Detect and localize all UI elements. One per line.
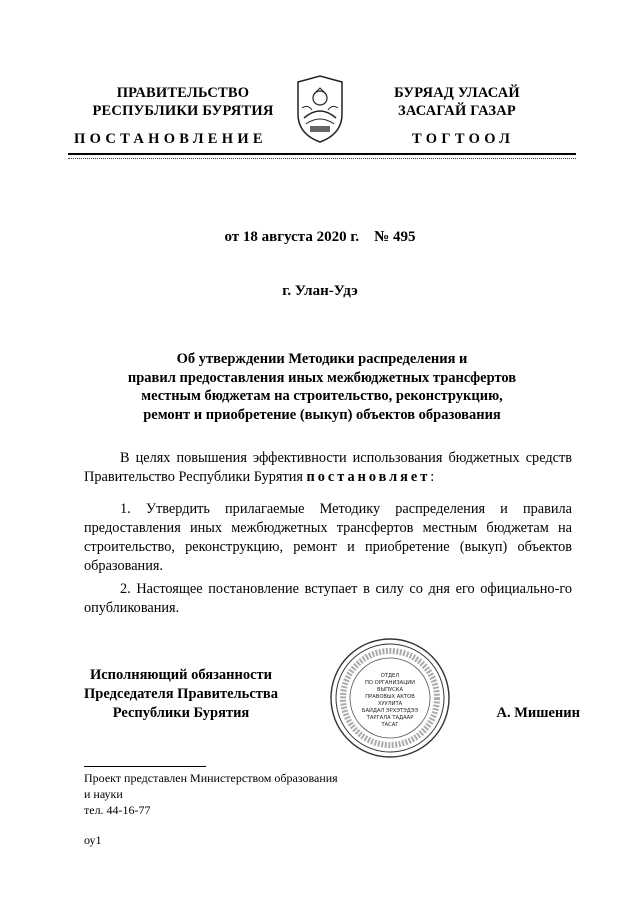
title-line: ремонт и приобретение (выкуп) объектов образования [143,406,501,423]
stamp-text: ТАРГАЛА ТАДААР [366,715,414,721]
title-line: Об утверждении Методики распределения и [176,351,468,367]
stamp-text: ПРАВОВЫХ АКТОВ [365,694,415,700]
position-line: Исполняющий обязанности [89,667,273,683]
clause-1-text: 1. Утвердить прилагаемые Методику распределения и правила предоставления иных межбюджетных трансфертов местным бюджетам на строительство, реконструкцию, ремонт и приобретение (выкуп) объектов образования. [84,501,572,574]
title-line: правил предоставления иных межбюджетных трансфертов [127,369,517,386]
stamp-text: ХУУЛИТА [377,701,403,707]
date-number-line: от 18 августа 2020 г. № 495 [224,229,416,245]
position-line: Председателя Правительства [84,686,278,702]
position-line: Республики Бурятия [112,705,250,721]
title-line: местным бюджетам на строительство, реконструкцию, [141,388,503,404]
doc-type-right: ТОГТООЛ [412,131,515,147]
stamp-text: ТАСАГ [381,722,399,728]
clause-2-paragraph [84,580,572,618]
stamp-text: ВЫПУСКА [376,687,404,693]
city-line: г. Улан-Удэ [282,283,358,299]
footer-code: оу1 [84,833,102,847]
header-right-line2: ЗАСАГАЙ ГАЗАР [398,103,516,119]
header-left [78,84,288,120]
coat-of-arms-emblem [292,74,348,144]
footer-phone: тел. 44-16-77 [84,803,151,817]
header-left-line2: РЕСПУБЛИКИ БУРЯТИЯ [92,103,274,119]
preamble-paragraph [84,449,572,487]
clause-2-text: 2. Настоящее постановление вступает в силу со дня его официально-го опубликования. [84,581,572,616]
signatory-position [72,666,290,723]
document-title [60,350,584,424]
preamble-text: В целях повышения эффективности использования бюджетных средств Правительство Республики Бурятия [84,450,572,485]
header-rule [68,153,576,155]
header-right-line1: БУРЯАД УЛАСАЙ [394,85,520,101]
stamp-text: БАЙДАЛ ЭРХЭТЭДЭЭ [361,708,419,714]
signatory-name: А. Мишенин [496,705,580,721]
header-left-line1: ПРАВИТЕЛЬСТВО [116,85,250,101]
clause-1-paragraph [84,500,572,576]
header-dotted-rule [68,158,576,159]
footer-note [84,770,338,818]
footer-line: и науки [84,787,123,801]
footer-rule [84,766,206,767]
footer-line: Проект представлен Министерством образования [84,771,338,785]
doc-type-left: ПОСТАНОВЛЕНИЕ [74,131,267,147]
preamble-emphasis: постановляет [306,469,431,485]
stamp-text: ПО ОРГАНИЗАЦИИ [364,680,416,686]
header-right [352,84,562,120]
preamble-colon: : [430,469,435,485]
stamp-text: ОТДЕЛ [380,673,400,679]
official-seal-stamp [328,636,452,760]
